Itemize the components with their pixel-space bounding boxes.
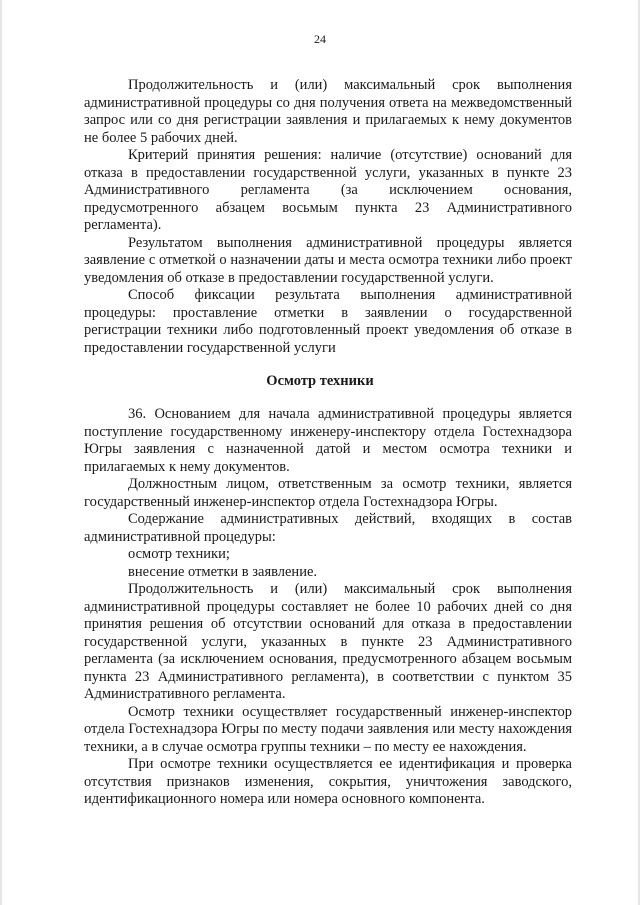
- top-text-block: [84, 77, 572, 357]
- paragraph-item-36: 36. Основанием для начала административной процедуры является поступление государственному инженеру-инспектору отдела Гостехнадзора Югры заявления с назначенной датой и местом осмотра техники и прилагаемых к нему документов.: [84, 406, 572, 475]
- paragraph-inspection-duration: Продолжительность и (или) максимальный срок выполнения административной процедуры составляет не более 10 рабочих дней со дня принятия решения об отсутствии оснований для отказа в предоставлении государственной услуги, указанных в пункте 23 Административного регламента (за исключением основания, предусмотренного абзацем восьмым пункта 23 Административного регламента), в соответствии с пунктом 35 Административного регламента.: [84, 581, 572, 702]
- paragraph-actions-content: Содержание административных действий, входящих в состав административной процедуры:: [84, 511, 572, 545]
- paragraph-duration: Продолжительность и (или) максимальный срок выполнения административной процедуры со дня получения ответа на межведомственный запрос или со дня регистрации заявления и прилагаемых к нему документов не более 5 рабочих дней.: [84, 77, 572, 146]
- paragraph-decision-criterion: Критерий принятия решения: наличие (отсутствие) оснований для отказа в предоставлении государственной услуги, указанных в пункте 23 Административного регламента (за исключением основания, предусмотренного абзацем восьмым пункта 23 Административного регламента).: [84, 147, 572, 233]
- paragraph-recording-method: Способ фиксации результата выполнения административной процедуры: проставление отметки в заявлении о государственной регистрации техники либо подготовленный проект уведомления об отказе в предоставлении государственной услуги: [84, 287, 572, 356]
- paragraph-result: Результатом выполнения административной процедуры является заявление с отметкой о назначении даты и места осмотра техники либо проект уведомления об отказе в предоставлении государственной услуги.: [84, 234, 572, 286]
- bottom-text-block: [84, 406, 572, 809]
- paragraph-identification: При осмотре техники осуществляется ее идентификация и проверка отсутствия признаков изменения, сокрытия, уничтожения заводского, идентификационного номера или номера основного компонента.: [84, 756, 572, 807]
- list-item-mark-entry: внесение отметки в заявление.: [128, 563, 318, 580]
- section-heading: Осмотр техники: [266, 373, 374, 389]
- paragraph-inspection-location: Осмотр техники осуществляет государственный инженер-инспектор отдела Гостехнадзора Югры по месту подачи заявления или месту нахождения техники, а в случае осмотра группы техники – по месту ее нахождения.: [84, 703, 572, 755]
- page-number: 24: [314, 32, 326, 46]
- paragraph-responsible-official: Должностным лицом, ответственным за осмотр техники, является государственный инженер-инспектор отдела Гостехнадзора Югры.: [84, 476, 572, 510]
- list-item-inspection: осмотр техники;: [128, 546, 230, 562]
